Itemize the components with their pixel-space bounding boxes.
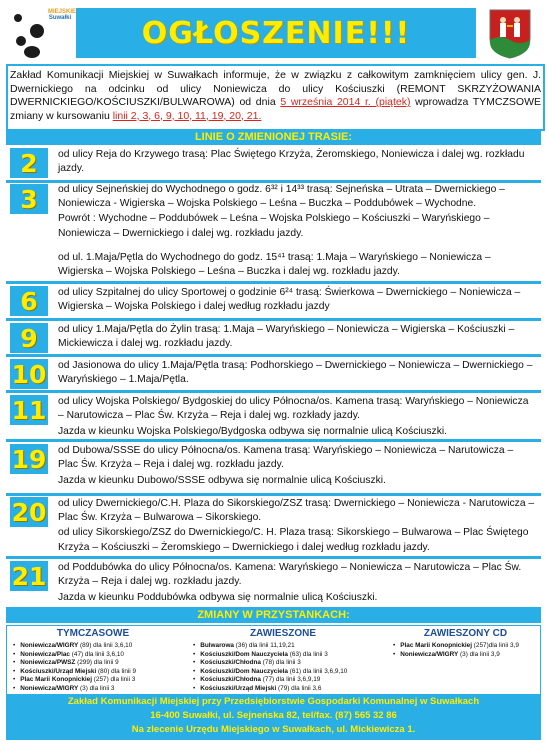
list-item: • Kościuszki/Urząd Miejski (80) dla linii 9 [13,668,173,677]
list-item: • Plac Marii Konopnickiej (257) dla linii 3 [13,676,173,685]
route-3 [6,183,541,283]
route-description: od Dubowa/SSSE do ulicy Północna/os. Kamena trasą: Waryńskiego – Noniewicza – Narutowicza – Plac Św. Krzyża – Reja i dalej wg. rozkładu jazdy. Jazda w kieunku Dubowo/SSSE odbywa się normalnie ulicą Kościuszki. [58,445,514,487]
list-item: • Plac Marii Konopnickiej (257)dla linii 3,9 [393,642,538,651]
stops-heading: ZMIANY W PRZYSTANKACH: [6,607,541,623]
route-number: 6 [10,286,48,316]
intro-text-2: wprowadza TYMCZSOWE zmiany w kursowaniu [10,96,542,122]
affected-lines: linii 2, 3, 6, 9, 10, 11, 19, 20, 21. [112,109,262,122]
header [6,4,541,62]
list-item: • Kościuszki/Chłodna (78) dla linii 3 [193,659,373,668]
route-description: od Jasionowa do ulicy 1.Maja/Pętla trasą: Podhorskiego – Dwernickiego – Noniewicza – Dwernickiego – Waryńskiego – 1.Maja/Pętla. [58,360,533,386]
column-heading: ZAWIESZONE [249,628,317,639]
list-item: • Noniewicza/Plac (47) dla linii 3,6,10 [13,651,173,660]
route-number: 11 [11,395,47,425]
route-number: 9 [10,323,48,353]
page-title: OGŁOSZENIE!!! [141,15,411,51]
coat-of-arms-icon [486,6,534,60]
route-number: 2 [10,148,48,178]
route-11 [6,393,541,441]
list-item: • Noniewicza/WIGRY (3) dla linii 3 [13,685,173,694]
route-description: od ulicy Sejneńskiej do Wychodnego o godz. 6³² i 14³³ trasą: Sejneńska – Utrata – Dwernickiego – Noniewicza - Wigierska – Wojska Polskiego – Leśna – Buczka – Poddubówek – Wychodne. Powrót : Wychodne – Poddubówek – Leśna – Wojska Polskiego – Kościuszki – Waryńskiego – Noniewicza – Dwernickiego i dalej wg. rozkładu jazdy. od ul. 1.Maja/Pętla do Wychodnego do godz. 15⁴¹ trasą: 1.Maja – Waryńskiego – Noniewicza – Wigierska – Wojska Polskiego – Leśna – Buczka i dalej wg. rozkładu jazdy. [58,184,505,278]
footer [6,694,541,740]
route-number: 3 [10,184,48,214]
list-item: • Noniewicza/WIGRY (3) dla linii 3,9 [393,651,538,660]
suspended-stops-cd [393,628,538,659]
footer-address: 16-400 Suwałki, ul. Sejneńska 82, tel/fax. (87) 565 32 86 [150,710,397,721]
list-item: • Kościuszki/Dom Nauczyciela (63) dla linii 3 [193,651,373,660]
route-description: od ulicy Reja do Krzywego trasą: Plac Świętego Krzyża, Żeromskiego, Noniewicza i dalej wg. rozkładu jazdy. [58,149,525,175]
route-description: od ulicy Wojska Polskiego/ Bydgoskiej do ulicy Północna/os. Kamena trasą: Waryńskiego – Noniewicza – Narutowicza – Plac Św. Krzyża – Reja i dalej wg. rozkłady jazdy. Jazda w kieunku Wojska Polskiego/Bydgoska odbywa się normalnie ulicą Kościuszki. [58,396,529,438]
route-description: od ulicy Szpitalnej do ulicy Sportowej o godzinie 6²⁴ trasą: Świerkowa – Dwernickiego – Noniewicza – Wigierska – Wojska Polskiego i dalej według rozkładu jazdy [58,287,521,313]
intro-notice [6,64,545,131]
column-heading: ZAWIESZONY CD [423,628,508,639]
city-transport-logo [10,6,77,60]
logo-text: MIEJSKIE Suwałki [48,9,77,21]
routes-heading: LINIE O ZMIENIONEJ TRASIE: [6,129,541,145]
route-2 [6,146,541,180]
intro-text: Zakład Komunikacji Miejskiej w Suwałkach informuje, że w związku z całkowitym zamknięciem ulicy gen. J. Dwernickiego na odcinku od ulicy Noniewicza do ulicy Kościuszki (REMONT SKRZYŻOWANIA DWERNICKIEGO/KOŚCIUSZKI/BULWAROWA) od dnia [10,69,541,108]
route-description: od ulicy Dwernickiego/C.H. Plaza do Sikorskiego/ZSZ trasą: Dwernickiego – Noniewicza - Narutowicza – Plac Św. Krzyża – Bulwarowa – Sikorskiego. od ulicy Sikorskiego/ZSZ do Dwernickiego/C. H. Plaza trasą: Sikorskiego – Bulwarowa – Plac Świętego Krzyża – Kościuszki – Żeromskiego – Dwernickiego i dalej według rozkładu jazdy. [58,498,535,553]
poster [6,4,541,740]
route-number: 20 [11,497,47,527]
list-item: • Noniewicza/WIGRY (89) dla linii 3,6,10 [13,642,173,651]
route-20 [6,496,541,556]
route-number: 21 [11,561,47,591]
column-heading: TYMCZASOWE [56,628,130,639]
list-item: • Kościuszki/Chłodna (77) dla linii 3,6,9,19 [193,676,373,685]
list-item: • Noniewicza/PWSZ (299) dla linii 9 [13,659,173,668]
footer-org: Zakład Komunikacji Miejskiej przy Przedsiębiorstwie Gospodarki Komunalnej w Suwałkach [67,696,480,707]
list-item: • Kościuszki/Urząd Miejski (79) dla linii 3,6 [193,685,373,694]
route-description: od Poddubówka do ulicy Północna/os. Kamena: Waryńskiego – Noniewicza – Narutowicza – Plac Św. Krzyża – Reja i dalej wg. rozkładu jazdy. Jazda w kieunku Poddubówka odbywa się normalnie ulicą Kościuszki. [58,562,522,604]
footer-commission: Na zlecenie Urzędu Miejskiego w Suwałkach, ul. Mickiewicza 1. [131,724,416,735]
route-10 [6,357,541,391]
route-description: od ulicy 1.Maja/Pętla do Żylin trasą: 1.Maja – Waryńskiego – Noniewicza – Wigierska – Kościuszki – Mickiewicza i dalej wg. rozkładu jazdy. [58,324,515,350]
list-item: • Kościuszki/Dom Nauczyciela (61) dla linii 3,6,9,10 [193,668,373,677]
list-item: • Bulwarowa (36) dla linii 11,19,21 [193,642,373,651]
route-number: 10 [11,359,47,389]
effective-date: 5 września 2014 r. (piątek) [280,96,411,108]
route-21 [6,559,541,607]
route-number: 19 [11,444,47,474]
route-9 [6,321,541,355]
route-6 [6,284,541,318]
title-bar [76,8,476,58]
route-19 [6,442,541,496]
suspended-stops [193,628,373,694]
temporary-stops [13,628,173,694]
